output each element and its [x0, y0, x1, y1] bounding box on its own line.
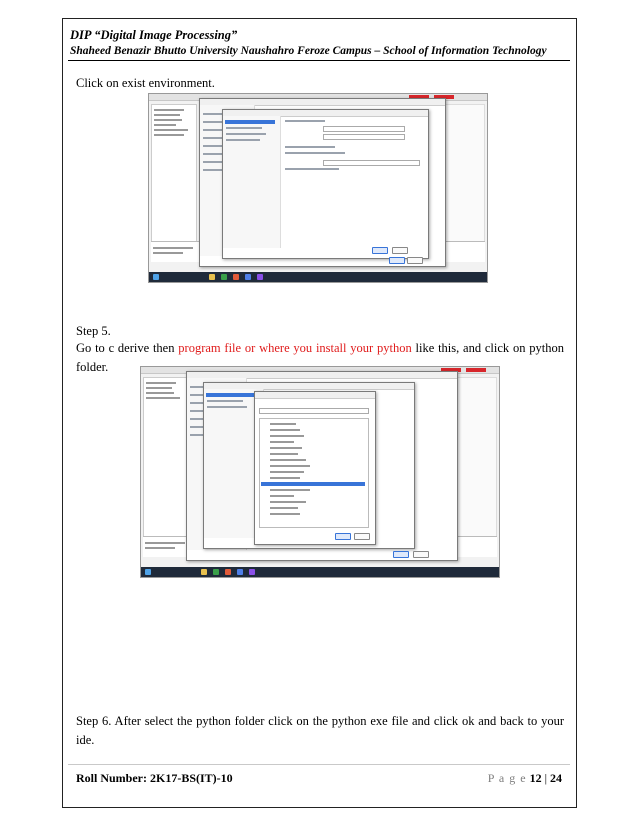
run-tab — [466, 368, 486, 372]
cancel-button[interactable] — [392, 247, 408, 254]
interpreter-select[interactable] — [323, 160, 420, 166]
ok-button[interactable] — [335, 533, 351, 540]
screenshot-select-interpreter — [140, 366, 500, 578]
virtualenv-item[interactable] — [225, 120, 275, 124]
roll-number: Roll Number: 2K17-BS(IT)-10 — [76, 771, 233, 785]
ok-button[interactable] — [389, 257, 405, 264]
settings-dialog — [186, 371, 458, 561]
page-number: P a g e 12 | 24 — [487, 771, 562, 785]
windows-taskbar — [141, 567, 499, 577]
cancel-button[interactable] — [407, 257, 423, 264]
windows-taskbar — [149, 272, 487, 282]
cancel-button[interactable] — [354, 533, 370, 540]
add-interpreter-dialog — [203, 382, 415, 549]
step5-heading: Step 5. — [76, 324, 111, 338]
step5-text: Go to c derive then program file or where you install your python like this, and click on python folder. — [76, 341, 564, 374]
project-pane — [151, 104, 197, 254]
settings-dialog — [199, 98, 446, 267]
python-folder-item[interactable] — [261, 482, 365, 486]
ok-button[interactable] — [372, 247, 388, 254]
add-interpreter-dialog — [222, 109, 429, 259]
header-subtitle: Shaheed Benazir Bhutto University Naushahro Feroze Campus – School of Information Technology — [70, 45, 547, 57]
project-pane — [143, 377, 189, 549]
ok-button[interactable] — [393, 551, 409, 558]
step6-text: Step 6. After select the python folder click on the python exe file and click ok and back to your ide. — [76, 714, 564, 747]
step4-text: Click on exist environment. — [76, 76, 215, 90]
select-python-interpreter-dialog — [254, 391, 376, 545]
footer-rule — [68, 764, 570, 765]
folder-tree[interactable] — [259, 418, 369, 528]
header-rule — [68, 60, 570, 61]
interpreter-types — [223, 116, 281, 248]
cancel-button[interactable] — [413, 551, 429, 558]
header-title: DIP “Digital Image Processing” — [70, 28, 238, 42]
path-field[interactable] — [259, 408, 369, 414]
highlighted-path: program file or where you install your python — [178, 341, 412, 355]
screenshot-existing-environment — [148, 93, 488, 283]
